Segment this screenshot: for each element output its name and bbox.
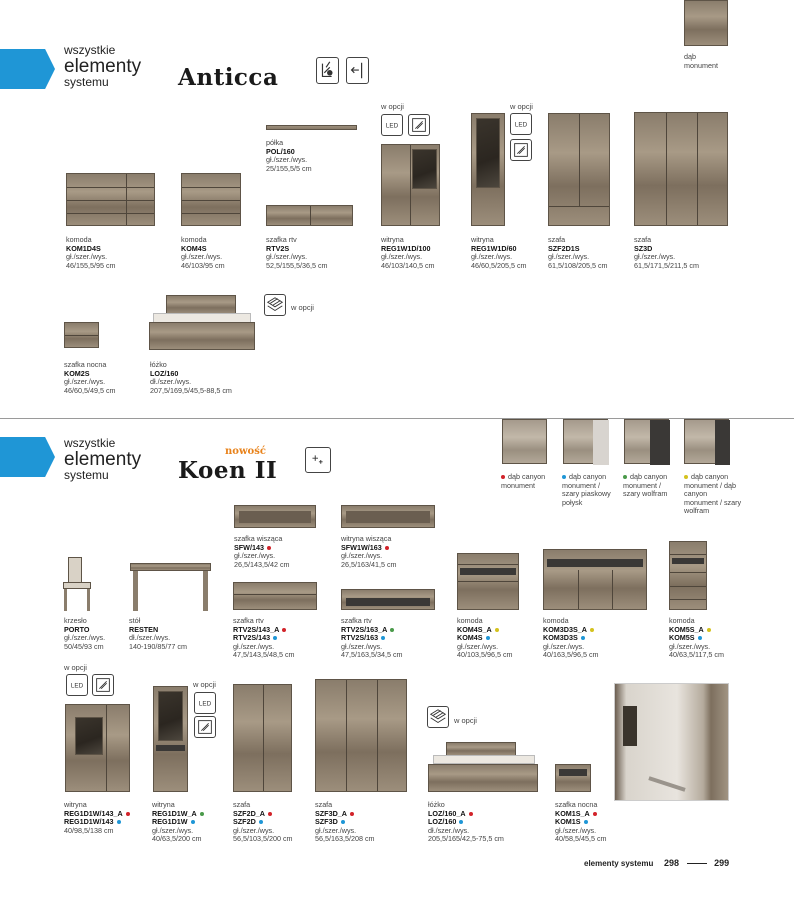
product-caption-rtv2s [266,236,328,270]
product-type: szafka rtv [233,616,264,625]
section-header [64,437,141,481]
dim-label: gł./szer./wys. [266,155,308,165]
product-caption-reg60 [471,236,527,270]
product-type: szafa [634,235,652,244]
detail-photo [614,683,729,801]
product-code: KOM1D4S [66,243,101,253]
brand-title-koen: Koen II [178,457,278,484]
dim-label: gł./szer./wys. [555,825,597,835]
product-code: KOM3D3S_A [543,624,587,634]
product-caption-rtv163 [341,617,403,660]
finish-text: dąb canyon monument / szary piaskowy połysk [562,472,611,507]
product-image-resten [130,563,211,571]
dims: 47,5/143,5/48,5 cm [233,650,295,660]
svg-text:LED: LED [70,682,84,690]
product-image-reg60 [471,113,505,226]
finish-swatch-3 [624,419,669,464]
dims: 46/60,5/49,5 cm [64,385,116,395]
dim-label: gł./szer./wys. [669,641,711,651]
product-code: SZ3D [634,243,653,253]
product-caption-szf3d [315,801,375,844]
product-code: KOM5S [669,633,695,643]
product-image-szf2d [233,684,292,792]
section-tab-marker [0,437,55,477]
product-type: krzesło [64,616,87,625]
chair-leg [87,589,90,611]
table-leg [133,571,138,611]
w-opcji-label: w opcji [454,716,477,725]
product-type: witryna [152,800,175,809]
finish-line-1: dąb [684,52,696,61]
dim-label: gł./szer./wys. [543,641,585,651]
product-image-kom5s [669,541,707,610]
section-header [64,44,141,88]
finish-swatch-4 [684,419,729,464]
glass-shelf-icon [408,114,430,136]
slatted-base-icon [427,706,449,728]
product-image-szf3d [315,679,407,792]
product-code: REG1W1D/60 [471,243,517,253]
product-type: witryna wisząca [341,534,392,543]
product-caption-sz3d [634,236,699,270]
product-caption-porto [64,617,105,651]
dims: 40/103,5/96,5 cm [457,650,513,660]
product-image-reg1d1w [153,686,188,792]
dim-label: dł./szer./wys. [129,633,171,643]
dims: 56,5/163,5/208 cm [315,834,375,844]
product-code: REG1D1W/143 [64,817,114,827]
section-divider [0,418,794,419]
svg-text:LED: LED [198,700,212,708]
product-code: PORTO [64,624,90,634]
product-caption-rtv143 [233,617,295,660]
product-caption-koen-kom4s [457,617,513,660]
dims: 47,5/163,5/34,5 cm [341,650,403,660]
dim-label: gł./szer./wys. [64,377,106,387]
product-type: komoda [66,235,92,244]
dim-label: gł./szer./wys. [341,551,383,561]
w-opcji-label: w opcji [291,303,314,312]
dim-label: gł./szer./wys. [315,825,357,835]
product-type: szafa [548,235,566,244]
product-type: szafka nocna [555,800,598,809]
product-image-pol160 [266,125,357,130]
product-code: KOM4S [181,243,207,253]
w-opcji-label: w opcji [381,102,404,111]
dims: 46/103/140,5 cm [381,260,435,270]
product-image-kom1s [555,764,591,792]
product-image-koen-kom4s [457,553,519,610]
dim-label: gł./szer./wys. [341,641,383,651]
product-caption-sfw163 [341,535,397,569]
product-code: RTV2S/163_A [341,624,388,634]
finish-label-4 [684,473,742,516]
product-code: KOM3D3S [543,633,578,643]
product-caption-kom1d4s [66,236,116,270]
product-code: RTV2S [266,243,290,253]
finish-label [684,53,718,70]
w-opcji-label: w opcji [510,102,533,111]
product-code: SFW/143 [234,542,264,552]
product-code: SZF3D_A [315,808,347,818]
product-type: witryna [381,235,404,244]
led-icon [194,692,216,714]
w-opcji-label: w opcji [64,663,87,672]
dims: 40/63,5/200 cm [152,834,202,844]
product-image-sfw163 [341,505,435,528]
product-image-kom4s [181,173,241,226]
product-type: szafka rtv [341,616,372,625]
product-type: komoda [543,616,569,625]
footer-label: elementy systemu [584,859,654,868]
w-opcji-label: w opcji [193,680,216,689]
product-code: RESTEN [129,624,159,634]
bed-frame [149,322,255,350]
page-left: 298 [664,858,680,868]
dim-label: dł./szer./wys. [150,377,192,387]
product-caption-kom2s [64,361,116,395]
product-image-sz3d [634,112,728,226]
product-caption-kom3d3s [543,617,599,660]
header-line-3: systemu [64,75,109,89]
dim-label: gł./szer./wys. [234,551,276,561]
dim-label: gł./szer./wys. [471,252,513,262]
product-code: SFW1W/163 [341,542,382,552]
product-code: SZF3D [315,817,338,827]
header-line-2: elementy [64,449,142,470]
finish-label-1 [501,473,561,490]
product-caption-loz160 [150,361,232,395]
dim-label: gł./szer./wys. [66,252,108,262]
finish-text: dąb canyon monument / dąb canyon monument / szary wolfram [684,472,742,516]
finish-text: dąb canyon monument / szary wolfram [623,472,668,499]
product-code: KOM5S_A [669,624,704,634]
dim-label: gł./szer./wys. [634,252,676,262]
product-type: szafka wisząca [234,534,283,543]
product-type: łóżko [150,360,167,369]
product-image-rtv163 [341,589,435,610]
product-caption-szf2d1s [548,236,608,270]
product-code: SZF2D_A [233,808,265,818]
product-code: SZF2D [233,817,256,827]
product-type: szafka rtv [266,235,297,244]
dims: 40/163,5/96,5 cm [543,650,599,660]
product-code: REG1W1D/100 [381,243,431,253]
product-caption-sfw143 [234,535,290,569]
product-type: witryna [471,235,494,244]
product-image-loz160 [166,295,236,315]
product-type: szafa [315,800,333,809]
product-image-reg143 [65,704,130,792]
product-caption-koen-loz160 [428,801,504,844]
finish-swatch-1 [502,419,547,464]
product-code: KOM4S_A [457,624,492,634]
dim-label: gł./szer./wys. [64,633,106,643]
product-image-rtv143 [233,582,317,610]
chair-leg [64,589,67,611]
product-code: RTV2S/143_A [233,624,280,634]
product-caption-reg100 [381,236,435,270]
led-icon [66,674,88,696]
product-type: szafa [233,800,251,809]
page-right: 299 [714,858,730,868]
product-code: RTV2S/163 [341,633,379,643]
product-image-kom3d3s [543,549,647,610]
product-type: łóżko [428,800,445,809]
svg-text:LED: LED [385,122,399,130]
product-image-rtv2s [266,205,353,226]
product-code: LOZ/160_A [428,808,466,818]
finish-swatch-2 [563,419,608,464]
product-code: LOZ/160 [150,368,179,378]
dim-label: gł./szer./wys. [381,252,423,262]
dims: 56,5/103,5/200 cm [233,834,293,844]
dims: 140-190/85/77 cm [129,641,187,651]
dim-label: gł./szer./wys. [152,825,194,835]
page-dash [687,863,707,864]
product-type: komoda [181,235,207,244]
dims: 61,5/171,5/211,5 cm [634,260,699,270]
bed-frame [428,764,538,792]
dim-label: gł./szer./wys. [457,641,499,651]
dim-label: gł./szer./wys. [548,252,590,262]
glass-shelf-icon [194,716,216,738]
dim-label: dł./szer./wys. [428,825,470,835]
section-tab-marker [0,49,55,89]
slatted-base-icon [264,294,286,316]
product-image-kom2s [64,322,99,348]
product-type: witryna [64,800,87,809]
product-code: REG1D1W/143_A [64,808,123,818]
dim-label: gł./szer./wys. [266,252,308,262]
page-numbers [664,858,729,868]
product-code: LOZ/160 [428,817,457,827]
finish-swatch-dab-monument [684,0,728,46]
product-caption-pol160 [266,139,312,173]
dims: 61,5/108/205,5 cm [548,260,608,270]
dims: 25/155,5/5 cm [266,163,312,173]
product-type: półka [266,138,284,147]
product-caption-szf2d [233,801,293,844]
product-type: szafka nocna [64,360,107,369]
header-line-1: wszystkie [64,43,116,57]
led-icon [381,114,403,136]
dims: 46/60,5/205,5 cm [471,260,527,270]
product-type: komoda [457,616,483,625]
finish-line-2: monument [684,60,718,70]
chair-seat [63,582,91,589]
product-code: RTV2S/143 [233,633,271,643]
product-image-sfw143 [234,505,316,528]
product-code: REG1D1W [152,817,188,827]
product-code: REG1D1W_A [152,808,197,818]
dims: 40/58,5/45,5 cm [555,834,607,844]
svg-text:LED: LED [514,121,528,129]
product-caption-kom5s [669,617,724,660]
product-caption-resten [129,617,187,651]
product-type: stół [129,616,141,625]
header-line-3: systemu [64,468,109,482]
dims: 46/155,5/95 cm [66,260,116,270]
product-caption-reg1d1w [152,801,204,844]
header-line-2: elementy [64,56,142,77]
product-image-reg100 [381,144,440,226]
table-leg [203,571,208,611]
header-line-1: wszystkie [64,436,116,450]
product-image-kom1d4s [66,173,155,226]
product-caption-kom1s [555,801,607,844]
dims: 207,5/169,5/45,5-88,5 cm [150,385,232,395]
product-image-szf2d1s [548,113,610,226]
dims: 40/63,5/117,5 cm [669,650,725,660]
dims: 26,5/143,5/42 cm [234,559,290,569]
product-code: KOM1S [555,817,581,827]
finish-label-2 [562,473,618,507]
product-code: KOM2S [64,368,90,378]
finish-label-3 [623,473,679,499]
product-caption-reg143 [64,801,130,835]
product-code: POL/160 [266,146,295,156]
led-sparkle-icon [305,447,331,473]
new-badge: nowość [225,446,266,457]
product-image-porto [68,557,82,584]
led-icon [510,113,532,135]
product-image-koen-loz160 [446,742,516,756]
product-code: KOM4S [457,633,483,643]
dims: 26,5/163/41,5 cm [341,559,397,569]
dim-label: gł./szer./wys. [233,641,275,651]
product-caption-kom4s [181,236,225,270]
dims: 40/98,5/138 cm [64,825,114,835]
dims: 46/103/95 cm [181,260,225,270]
dim-label: gł./szer./wys. [233,825,275,835]
soft-close-icon [316,57,339,84]
product-code: SZF2D1S [548,243,580,253]
push-open-icon [346,57,369,84]
dims: 205,5/165/42,5-75,5 cm [428,834,504,844]
product-code: KOM1S_A [555,808,590,818]
finish-text: dąb canyon monument [501,472,546,490]
dims: 52,5/155,5/36,5 cm [266,260,328,270]
product-type: komoda [669,616,695,625]
bed-mattress [433,755,535,764]
glass-shelf-icon [92,674,114,696]
brand-title-anticca: Anticca [178,64,279,91]
dims: 50/45/93 cm [64,641,104,651]
dim-label: gł./szer./wys. [181,252,223,262]
glass-shelf-icon [510,139,532,161]
